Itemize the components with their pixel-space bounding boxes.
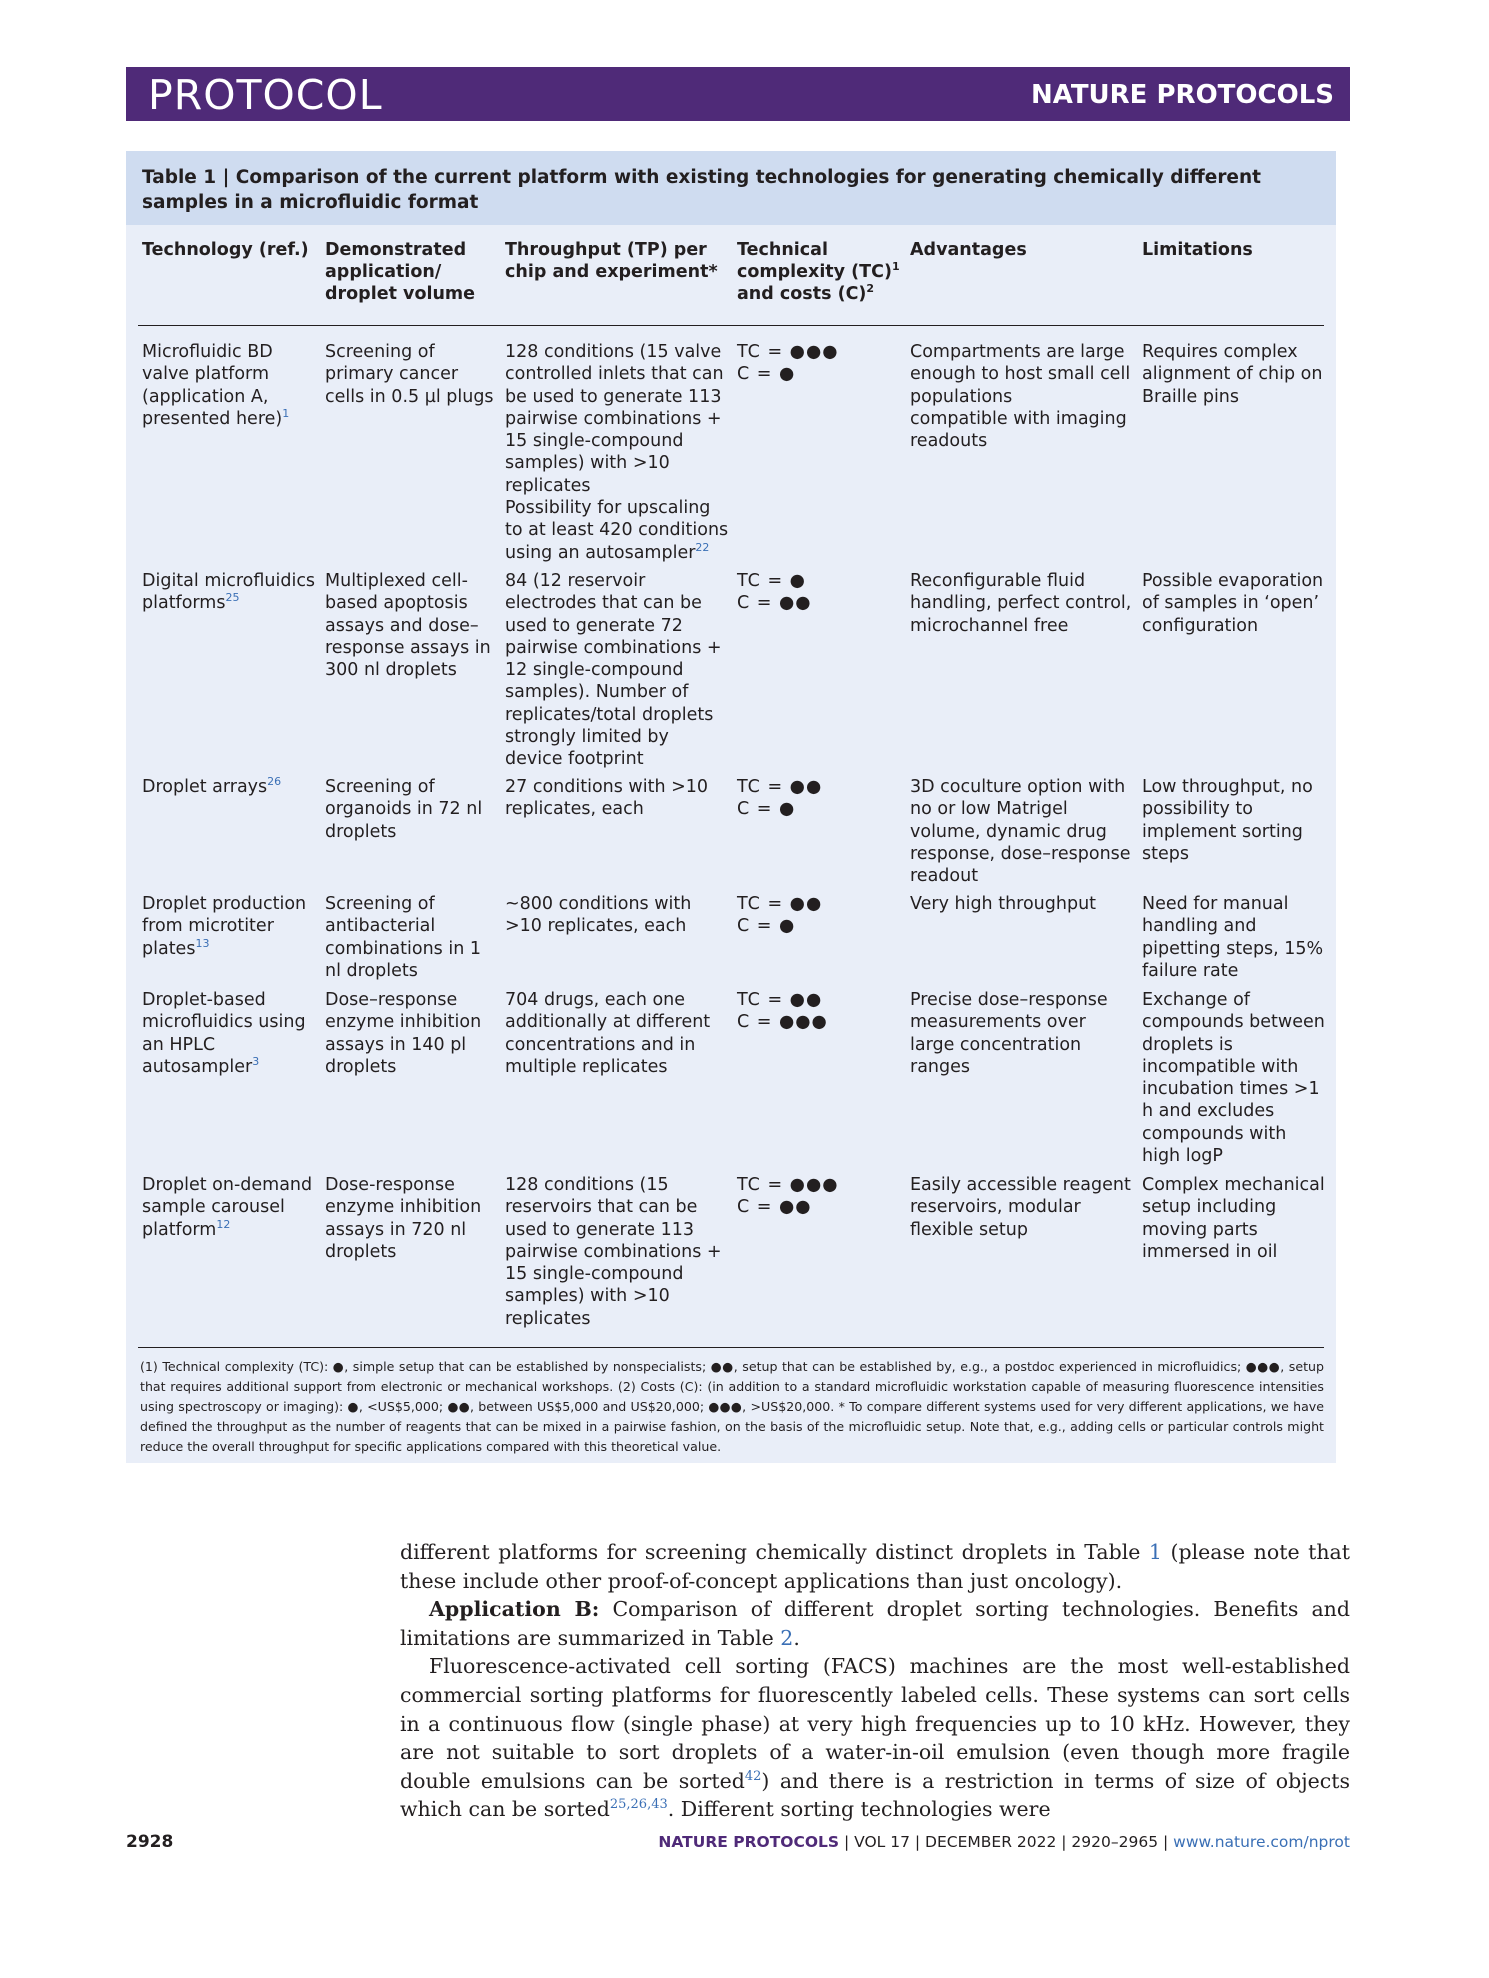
cell-complexity	[737, 1174, 902, 1219]
cell-advantages: Very high throughput	[910, 894, 1097, 914]
header-complexity-cont: and costs (C)	[737, 284, 867, 304]
header-limitations: Limitations	[1142, 240, 1253, 260]
c-rating: C = ●●	[737, 1197, 812, 1218]
throughput-text: 128 conditions (15 valve controlled inlets that can be used to generate 113 pairwise combinations + 15 single-compound samples) with >10 replicates	[505, 342, 724, 496]
advantages-text-2: compatible with imaging readouts	[910, 408, 1127, 452]
technology-text: Droplet production from microtiter plates	[142, 894, 307, 959]
cell-advantages: 3D coculture option with no or low Matrigel volume, dynamic drug response, dose–response readout	[910, 777, 1131, 887]
p2-text-a: Comparison of different droplet sorting technologies. Benefits and limitations are summarized in Table	[400, 1597, 1351, 1650]
p1-text-a: different platforms for screening chemically distinct droplets in Table	[400, 1540, 1149, 1564]
cell-advantages: Easily accessible reagent reservoirs, modular flexible setup	[910, 1175, 1131, 1240]
cell-throughput: 27 conditions with >10 replicates, each	[505, 777, 709, 820]
table-2-link[interactable]: 2	[780, 1625, 794, 1650]
c-rating: C = ●	[737, 916, 796, 937]
ref-25-26-43-link[interactable]: 25,26,43	[609, 1797, 668, 1813]
ref-sup: 1	[282, 407, 290, 421]
tc-rating: TC = ●●	[737, 777, 823, 797]
cell-advantages	[910, 341, 1135, 452]
ref-sup: 12	[216, 1217, 231, 1231]
page-number: 2928	[126, 1832, 174, 1852]
tc-rating: TC = ●●	[737, 894, 823, 914]
ref-sup: 22	[695, 540, 710, 554]
table-1	[126, 151, 1336, 1463]
cell-limitations: Possible evaporation of samples in ‘open’ configuration	[1142, 571, 1324, 636]
p1-text-b: (please note that these include other proof-of-concept applications than just oncology).	[400, 1540, 1350, 1593]
cell-throughput: ~800 conditions with >10 replicates, each	[505, 894, 692, 937]
footer-volume: VOL 17	[854, 1833, 910, 1851]
footer-sep: |	[1056, 1833, 1072, 1851]
throughput-text-2-body: Possibility for upscaling to at least 420 conditions using an autosampler	[505, 498, 729, 563]
cell-technology	[142, 776, 317, 798]
c-rating: C = ●	[737, 364, 796, 385]
technology-text: Droplet-based microfluidics using an HPLC autosampler	[142, 990, 306, 1077]
p2-text-b: .	[793, 1625, 800, 1650]
header-complexity-sup: 1	[891, 260, 900, 274]
journal-url-link[interactable]: www.nature.com/nprot	[1173, 1833, 1350, 1851]
header-advantages: Advantages	[910, 240, 1027, 260]
header-banner	[126, 67, 1350, 121]
c-rating: C = ●●	[737, 593, 812, 614]
journal-citation	[658, 1833, 1350, 1851]
footer-date: DECEMBER 2022	[925, 1833, 1057, 1851]
advantages-text: Compartments are large enough to host small cell populations	[910, 342, 1131, 407]
cell-advantages: Precise dose–response measurements over large concentration ranges	[910, 990, 1108, 1077]
cell-advantages: Reconfigurable fluid handling, perfect control, microchannel free	[910, 571, 1132, 636]
cell-throughput	[505, 341, 730, 564]
table-rule-bottom	[138, 1347, 1324, 1348]
cell-technology	[142, 341, 317, 430]
table-rule-top	[138, 325, 1324, 326]
paragraph-2	[400, 1595, 1350, 1652]
table-footnote: (1) Technical complexity (TC): ●, simple setup that can be established by nonspecialists; ●●, setup that can be established by, e.g., a postdoc experienced in microfluidics; ●●●, setup that requires additional support from electronic or mechanical workshops. (2) Costs (C): (in addition to a standard microfluidic workstation capable of measuring fluorescence intensities using spectroscopy or imaging): ●, <US$5,000; ●●, between US$5,000 and US$20,000; ●●●, >US$20,000. * To compare different systems used for very different applications, we have defined the throughput as the number of reagents that can be mixed in a pairwise fashion, on the basis of the microfluidic setup. Note that, e.g., adding cells or particular controls might reduce the overall throughput for specific applications compared with this theoretical value.	[140, 1359, 1324, 1454]
cell-limitations: Complex mechanical setup including moving parts immersed in oil	[1142, 1175, 1325, 1262]
cell-application: Multiplexed cell-based apoptosis assays and dose–response assays in 300 nl droplets	[325, 571, 491, 681]
p2-bold: Application B:	[429, 1597, 600, 1622]
body-text	[400, 1538, 1350, 1824]
cell-limitations: Low throughput, no possibility to implement sorting steps	[1142, 777, 1313, 864]
cell-complexity	[737, 341, 902, 386]
ref-sup: 26	[267, 775, 282, 789]
section-label: PROTOCOL	[148, 71, 383, 119]
cell-throughput: 128 conditions (15 reservoirs that can be used to generate 113 pairwise combinations + 15 single-compound samples) with >10 replicates	[505, 1175, 722, 1329]
header-complexity-text: Technical complexity (TC)	[737, 240, 892, 282]
p3-text-b: ) and there is a restriction in terms of size of objects which can be sorted	[400, 1768, 1350, 1822]
header-complexity	[737, 239, 902, 305]
cell-limitations: Need for manual handling and pipetting steps, 15% failure rate	[1142, 894, 1324, 981]
cell-complexity	[737, 776, 902, 821]
cell-application: Screening of antibacterial combinations in 1 nl droplets	[325, 894, 482, 981]
cell-application: Dose-response enzyme inhibition assays in 720 nl droplets	[325, 1175, 482, 1262]
journal-name: NATURE PROTOCOLS	[1030, 80, 1334, 110]
c-rating: C = ●	[737, 799, 796, 820]
header-application: Demonstrated application/ droplet volume	[325, 240, 476, 304]
header-technology: Technology (ref.)	[142, 240, 309, 260]
throughput-text-2	[505, 497, 730, 564]
paragraph-3	[400, 1652, 1350, 1824]
cell-complexity	[737, 570, 902, 615]
footer-pages: 2920–2965	[1071, 1833, 1159, 1851]
c-rating: C = ●●●	[737, 1012, 828, 1033]
tc-rating: TC = ●●●	[737, 342, 839, 362]
cell-application: Screening of organoids in 72 nl droplets	[325, 777, 483, 842]
cell-throughput: 84 (12 reservoir electrodes that can be used to generate 72 pairwise combinations + 12 single-compound samples). Number of replicates/total droplets strongly limited by device footprint	[505, 571, 722, 770]
cell-throughput: 704 drugs, each one additionally at different concentrations and in multiple replicates	[505, 990, 711, 1077]
cell-application: Dose–response enzyme inhibition assays in 140 pl droplets	[325, 990, 482, 1077]
cell-complexity	[737, 989, 902, 1034]
cell-technology	[142, 893, 317, 960]
table-caption: Table 1 | Comparison of the current platform with existing technologies for generating chemically different samples in a microfluidic format	[126, 151, 1336, 225]
ref-42-link[interactable]: 42	[744, 1768, 762, 1784]
cell-application: Screening of primary cancer cells in 0.5 µl plugs	[325, 342, 494, 407]
footer-journal: NATURE PROTOCOLS	[658, 1833, 840, 1851]
tc-rating: TC = ●●	[737, 990, 823, 1010]
footer-sep: |	[1158, 1833, 1174, 1851]
ref-sup: 3	[252, 1055, 260, 1069]
cell-limitations: Requires complex alignment of chip on Braille pins	[1142, 342, 1323, 407]
cell-technology	[142, 1174, 317, 1241]
header-throughput: Throughput (TP) per chip and experiment*	[505, 240, 718, 282]
paragraph-1	[400, 1538, 1350, 1595]
p3-text-a: Fluorescence-activated cell sorting (FACS) machines are the most well-established commercial sorting platforms for fluorescently labeled cells. These systems can sort cells in a continuous flow (single phase) at very high frequencies up to 10 kHz. However, they are not suitable to sort droplets of a water-in-oil emulsion (even though more fragile double emulsions can be sorted	[400, 1654, 1350, 1793]
technology-text: Droplet on-demand sample carousel platform	[142, 1175, 313, 1240]
cell-complexity	[737, 893, 902, 938]
cell-technology	[142, 570, 317, 615]
p3-text-c: . Different sorting technologies were	[667, 1797, 1051, 1822]
header-complexity-cont-sup: 2	[866, 282, 875, 296]
technology-text: Droplet arrays	[142, 777, 268, 797]
ref-sup: 13	[195, 936, 210, 950]
ref-sup: 25	[225, 591, 240, 605]
cell-limitations: Exchange of compounds between droplets is incompatible with incubation times >1 h and excludes compounds with high logP	[1142, 990, 1325, 1167]
tc-rating: TC = ●	[737, 571, 806, 591]
footer-sep: |	[839, 1833, 855, 1851]
cell-technology	[142, 989, 317, 1078]
tc-rating: TC = ●●●	[737, 1175, 839, 1195]
table-1-link[interactable]: 1	[1148, 1540, 1162, 1564]
footer-sep: |	[909, 1833, 926, 1851]
technology-text: Digital microfluidics platforms	[142, 571, 316, 614]
technology-text: Microfluidic BD valve platform (application A, presented here)	[142, 342, 283, 429]
